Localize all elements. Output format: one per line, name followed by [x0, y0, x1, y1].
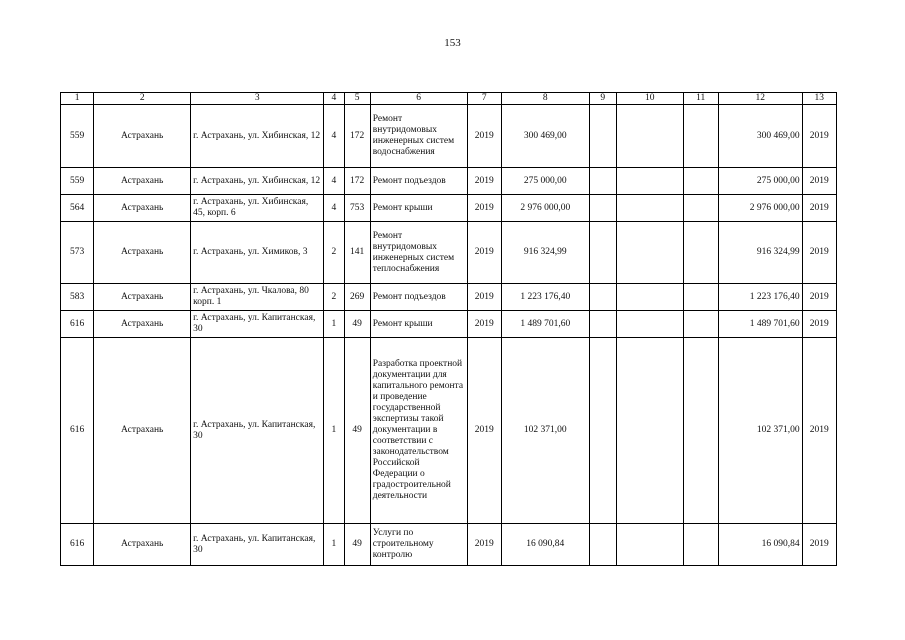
- total: 275 000,00: [718, 168, 802, 195]
- col9: [589, 195, 616, 222]
- city: Астрахань: [94, 284, 191, 311]
- col10: [616, 284, 683, 311]
- address: г. Астрахань, ул. Хибинская, 45, корп. 6: [191, 195, 324, 222]
- apartments: 269: [344, 284, 370, 311]
- row-number: 564: [61, 195, 94, 222]
- row-number: 616: [61, 338, 94, 524]
- col9: [589, 311, 616, 338]
- total: 16 090,84: [718, 524, 802, 566]
- table-row: [61, 168, 837, 195]
- address: г. Астрахань, ул. Капитанская, 30: [191, 524, 324, 566]
- cost: 300 469,00: [501, 105, 589, 168]
- work-type: Ремонт подъездов: [370, 284, 467, 311]
- work-type: Ремонт внутридомовых инженерных систем водоснабжения: [370, 105, 467, 168]
- address: г. Астрахань, ул. Капитанская, 30: [191, 311, 324, 338]
- floors: 1: [324, 524, 344, 566]
- year: 2019: [467, 311, 501, 338]
- column-header: 7: [467, 93, 501, 105]
- cost: 16 090,84: [501, 524, 589, 566]
- col11: [683, 338, 718, 524]
- col10: [616, 195, 683, 222]
- table-row: [61, 524, 837, 566]
- city: Астрахань: [94, 222, 191, 284]
- column-header: 11: [683, 93, 718, 105]
- city: Астрахань: [94, 524, 191, 566]
- year-2: 2019: [802, 524, 836, 566]
- floors: 4: [324, 105, 344, 168]
- address: г. Астрахань, ул. Химиков, 3: [191, 222, 324, 284]
- col11: [683, 311, 718, 338]
- column-header: 10: [616, 93, 683, 105]
- apartments: 172: [344, 168, 370, 195]
- total: 916 324,99: [718, 222, 802, 284]
- cost: 1 489 701,60: [501, 311, 589, 338]
- row-number: 616: [61, 524, 94, 566]
- col10: [616, 524, 683, 566]
- table-row: [61, 338, 837, 524]
- apartments: 49: [344, 338, 370, 524]
- year: 2019: [467, 168, 501, 195]
- year: 2019: [467, 195, 501, 222]
- column-header: 8: [501, 93, 589, 105]
- total: 1 223 176,40: [718, 284, 802, 311]
- total: 300 469,00: [718, 105, 802, 168]
- work-type: Ремонт крыши: [370, 311, 467, 338]
- col11: [683, 222, 718, 284]
- year-2: 2019: [802, 311, 836, 338]
- floors: 1: [324, 338, 344, 524]
- column-header: 5: [344, 93, 370, 105]
- col11: [683, 168, 718, 195]
- col9: [589, 338, 616, 524]
- total: 2 976 000,00: [718, 195, 802, 222]
- year-2: 2019: [802, 105, 836, 168]
- col9: [589, 168, 616, 195]
- col11: [683, 284, 718, 311]
- work-type: Услуги по строительному контролю: [370, 524, 467, 566]
- capital-repair-table: [60, 92, 837, 566]
- address: г. Астрахань, ул. Хибинская, 12: [191, 168, 324, 195]
- cost: 2 976 000,00: [501, 195, 589, 222]
- column-header: 6: [370, 93, 467, 105]
- apartments: 49: [344, 311, 370, 338]
- table-row: [61, 105, 837, 168]
- column-header: 12: [718, 93, 802, 105]
- row-number: 583: [61, 284, 94, 311]
- header-row: [61, 93, 837, 105]
- row-number: 616: [61, 311, 94, 338]
- col10: [616, 222, 683, 284]
- page-number: 153: [444, 37, 461, 49]
- col11: [683, 195, 718, 222]
- cost: 1 223 176,40: [501, 284, 589, 311]
- col9: [589, 524, 616, 566]
- col9: [589, 222, 616, 284]
- city: Астрахань: [94, 338, 191, 524]
- year: 2019: [467, 105, 501, 168]
- row-number: 559: [61, 168, 94, 195]
- col11: [683, 524, 718, 566]
- col10: [616, 338, 683, 524]
- floors: 4: [324, 195, 344, 222]
- apartments: 172: [344, 105, 370, 168]
- address: г. Астрахань, ул. Чкалова, 80 корп. 1: [191, 284, 324, 311]
- year-2: 2019: [802, 284, 836, 311]
- work-type: Ремонт подъездов: [370, 168, 467, 195]
- column-header: 1: [61, 93, 94, 105]
- table-row: [61, 222, 837, 284]
- year: 2019: [467, 338, 501, 524]
- cost: 916 324,99: [501, 222, 589, 284]
- city: Астрахань: [94, 311, 191, 338]
- floors: 1: [324, 311, 344, 338]
- col10: [616, 168, 683, 195]
- work-type: Разработка проектной документации для капитального ремонта и проведение государственной экспертизы такой документации в соответствии с законодательством Российской Федерации о градостроительной деятельности: [370, 338, 467, 524]
- address: г. Астрахань, ул. Хибинская, 12: [191, 105, 324, 168]
- city: Астрахань: [94, 195, 191, 222]
- column-header: 3: [191, 93, 324, 105]
- total: 102 371,00: [718, 338, 802, 524]
- cost: 275 000,00: [501, 168, 589, 195]
- year: 2019: [467, 222, 501, 284]
- city: Астрахань: [94, 105, 191, 168]
- total: 1 489 701,60: [718, 311, 802, 338]
- table-row: [61, 311, 837, 338]
- column-header: 13: [802, 93, 836, 105]
- year: 2019: [467, 284, 501, 311]
- col11: [683, 105, 718, 168]
- table-row: [61, 284, 837, 311]
- table-row: [61, 195, 837, 222]
- floors: 4: [324, 168, 344, 195]
- year-2: 2019: [802, 195, 836, 222]
- column-header: 4: [324, 93, 344, 105]
- row-number: 559: [61, 105, 94, 168]
- apartments: 49: [344, 524, 370, 566]
- col10: [616, 105, 683, 168]
- year: 2019: [467, 524, 501, 566]
- address: г. Астрахань, ул. Капитанская, 30: [191, 338, 324, 524]
- col10: [616, 311, 683, 338]
- column-header: 2: [94, 93, 191, 105]
- year-2: 2019: [802, 222, 836, 284]
- year-2: 2019: [802, 338, 836, 524]
- col9: [589, 284, 616, 311]
- work-type: Ремонт внутридомовых инженерных систем теплоснабжения: [370, 222, 467, 284]
- apartments: 141: [344, 222, 370, 284]
- floors: 2: [324, 222, 344, 284]
- row-number: 573: [61, 222, 94, 284]
- floors: 2: [324, 284, 344, 311]
- year-2: 2019: [802, 168, 836, 195]
- city: Астрахань: [94, 168, 191, 195]
- apartments: 753: [344, 195, 370, 222]
- col9: [589, 105, 616, 168]
- work-type: Ремонт крыши: [370, 195, 467, 222]
- cost: 102 371,00: [501, 338, 589, 524]
- column-header: 9: [589, 93, 616, 105]
